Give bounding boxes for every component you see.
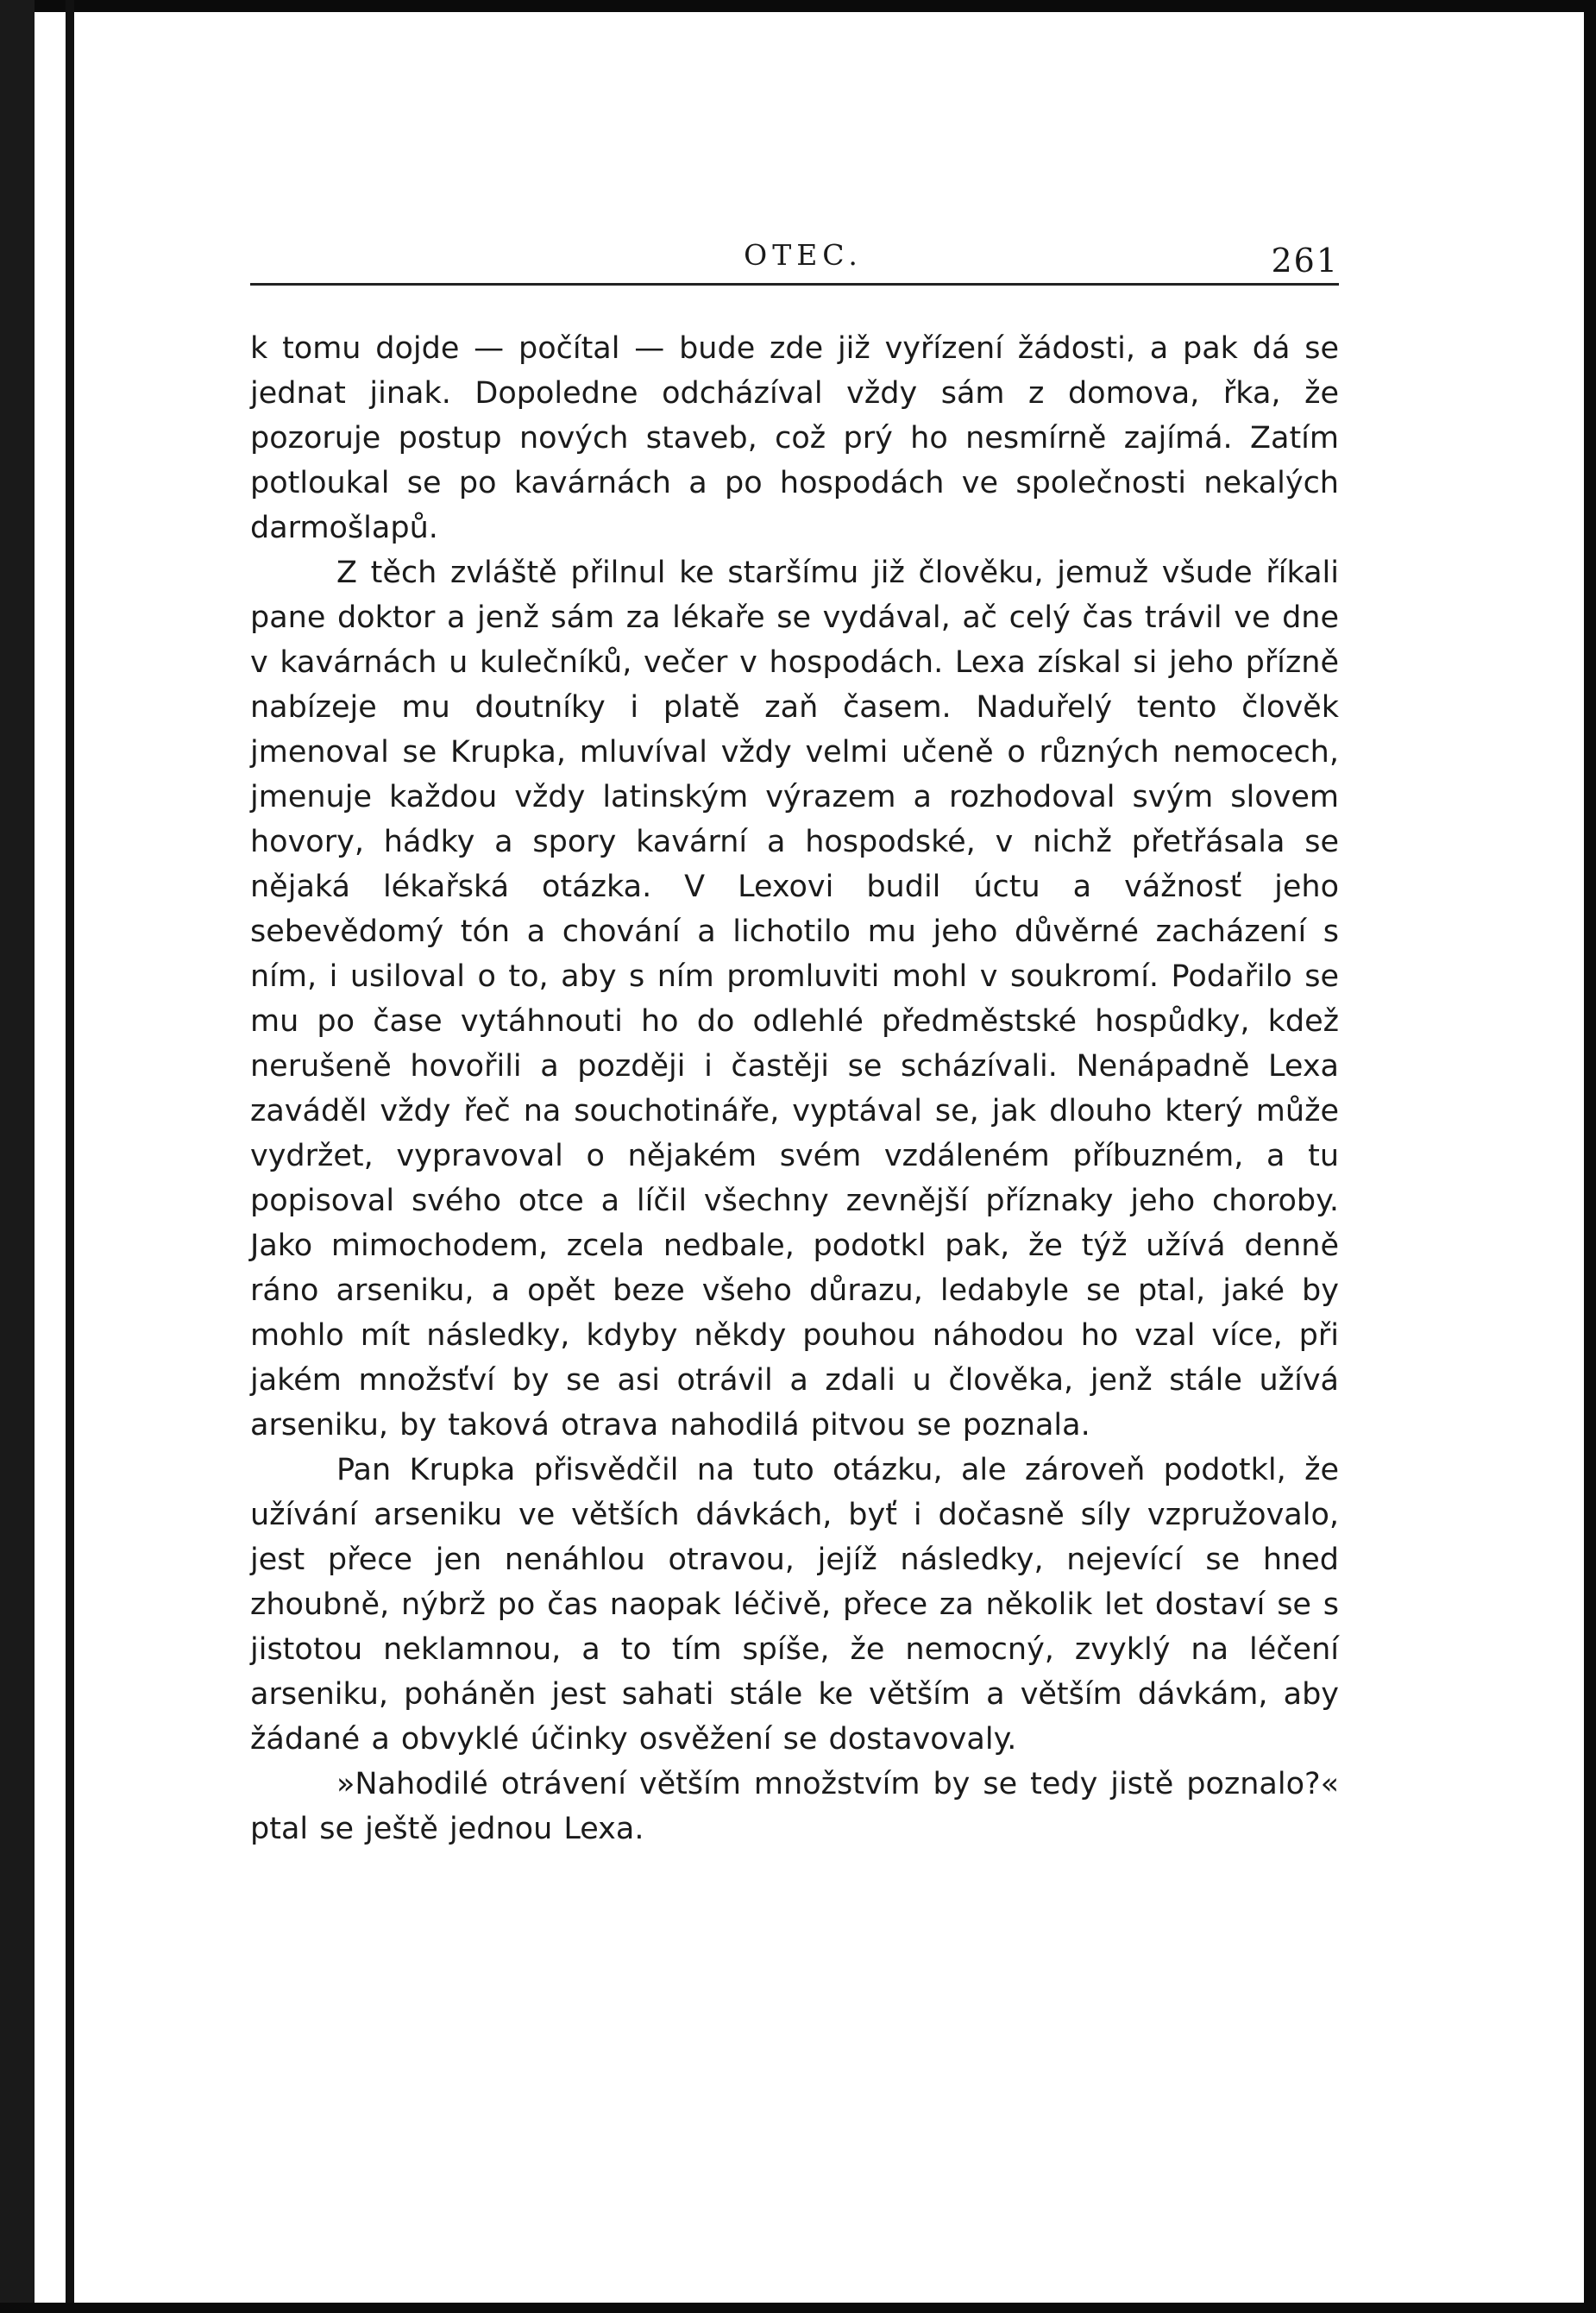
scan-border-top xyxy=(0,0,1596,12)
body-text xyxy=(250,326,1339,1851)
header-rule xyxy=(250,283,1339,286)
scan-border-right xyxy=(1584,0,1596,2313)
paragraph: Z těch zvláště přilnul ke staršímu již člověku, jemuž všude říkali pane doktor a jenž sám za lékaře se vydával, ač celý čas trávil ve dne v kavárnách u kulečníků, večer v hospodách. Lexa získal si jeho přízně nabízeje mu doutníky i platě zaň časem. Naduřelý tento člověk jmenoval se Krupka, mluvíval vždy velmi učeně o různých nemocech, jmenuje každou vždy latinským výrazem a rozhodoval svým slovem hovory, hádky a spory kavární a hospodské, v nichž přetřásala se nějaká lékařská otázka. V Lexovi budil úctu a vážnosť jeho sebevědomý tón a chování a lichotilo mu jeho důvěrné zacházení s ním, i usiloval o to, aby s ním promluviti mohl v soukromí. Podařilo se mu po čase vytáhnouti ho do odlehlé předměstské hospůdky, kdež nerušeně hovořili a později i častěji se scházívali. Nenápadně Lexa zaváděl vždy řeč na souchotináře, vyptával se, jak dlouho který může vydržet, vypravoval o nějakém svém vzdáleném příbuzném, a tu popisoval svého otce a líčil všechny zevnější příznaky jeho choroby. Jako mimochodem, zcela nedbale, podotkl pak, že týž užívá denně ráno arseniku, a opět beze všeho důrazu, ledabyle se ptal, jaké by mohlo mít následky, kdyby někdy pouhou náhodou ho vzal více, při jakém množsťví by se asi otrávil a zdali u člověka, jenž stále užívá arseniku, by taková otrava nahodilá pitvou se poznala. xyxy=(250,556,1339,1442)
page-header xyxy=(250,235,1339,278)
book-spine-shadow xyxy=(66,0,74,2313)
running-title: OTEC. xyxy=(744,238,863,272)
scan-border-bottom xyxy=(0,2303,1596,2313)
paragraph: »Nahodilé otrávení větším množstvím by se tedy jistě poznalo?« ptal se ještě jednou Lexa. xyxy=(250,1767,1339,1846)
scan-border-left xyxy=(0,0,35,2313)
paragraph: k tomu dojde — počítal — bude zde již vyřízení žádosti, a pak dá se jednat jinak. Dopoledne odcházíval vždy sám z domova, řka, že pozoruje postup nových staveb, což prý ho nesmírně zajímá. Zatím potloukal se po kavárnách a po hospodách ve společnosti nekalých darmošlapů. xyxy=(250,331,1339,545)
page-number: 261 xyxy=(1271,242,1339,280)
paragraph: Pan Krupka přisvědčil na tuto otázku, ale zároveň podotkl, že užívání arseniku ve větších dávkách, byť i dočasně síly vzpružovalo, jest přece jen nenáhlou otravou, jejíž následky, nejevící se hned zhoubně, nýbrž po čas naopak léčivě, přece za několik let dostaví se s jistotou neklamnou, a to tím spíše, že nemocný, zvyklý na léčení arseniku, poháněn jest sahati stále ke větším a větším dávkám, aby žádané a obvyklé účinky osvěžení se dostavovaly. xyxy=(250,1453,1339,1757)
